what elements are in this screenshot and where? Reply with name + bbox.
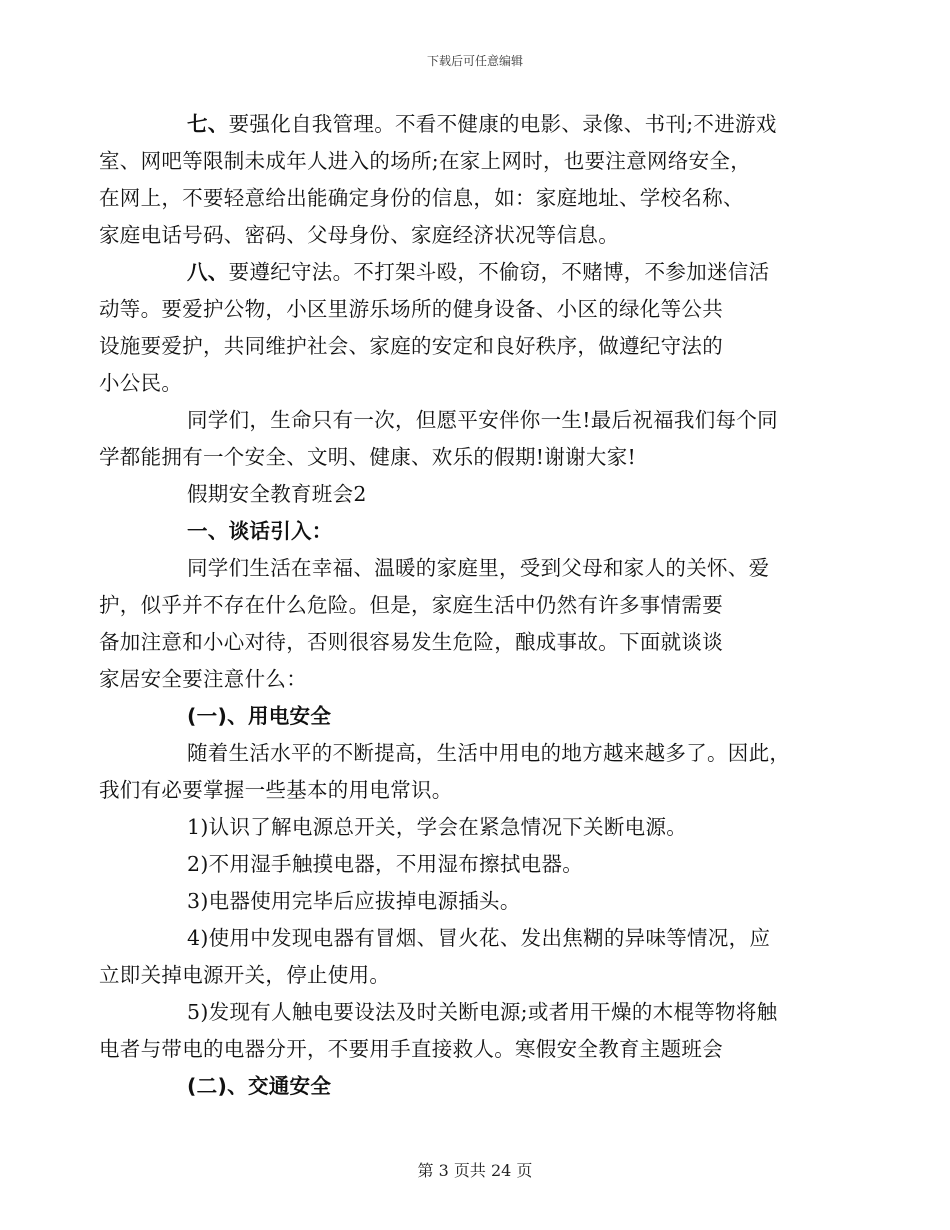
closing-line-2: 学都能拥有一个安全、文明、健康、欢乐的假期!谢谢大家! [99,445,637,469]
page-number: 第 3 页共 24 页 [417,1161,533,1180]
electric-intro-line-1: 随着生活水平的不断提高，生活中用电的地方越来越多了。因此， [187,741,791,765]
intro-line-4: 家居安全要注意什么： [99,667,307,691]
list-item-5-line-2: 电者与带电的电器分开，不要用手直接救人。寒假安全教育主题班会 [99,1037,723,1061]
intro-line-1: 同学们生活在幸福、温暖的家庭里，受到父母和家人的关怀、爱 [187,556,770,580]
list-item [143,809,808,846]
header-note: 下载后可任意编辑 [426,54,523,68]
list-item-5-line-1: 5)发现有人触电要设法及时关断电源;或者用干燥的木棍等物将触 [187,1000,778,1024]
paragraph-seven-line-2: 室、网吧等限制未成年人进入的场所;在家上网时，也要注意网络安全， [99,149,752,173]
electric-intro-line-2: 我们有必要掌握一些基本的用电常识。 [99,778,453,802]
list-item-3-line-1: 3)电器使用完毕后应拔掉电源插头。 [187,889,521,913]
paragraph-seven [99,106,808,254]
list-item [143,846,808,883]
closing-paragraph [99,402,808,476]
intro-line-3: 备加注意和小心对待，否则很容易发生危险，酿成事故。下面就谈谈 [99,630,723,654]
section-title [143,476,808,513]
subheading-electric-safety-text: (一)、用电安全 [187,704,332,728]
section-heading-one [143,513,808,550]
list-item [99,994,808,1068]
paragraph-eight-line-4: 小公民。 [99,371,183,395]
subheading-electric-safety [143,698,808,735]
subheading-traffic-safety [143,1068,808,1105]
list-item-4-line-1: 4)使用中发现电器有冒烟、冒火花、发出焦糊的异味等情况，应 [187,926,771,950]
section-title-text: 假期安全教育班会2 [187,482,367,506]
paragraph-eight [99,254,808,402]
list-item-1-line-1: 1)认识了解电源总开关，学会在紧急情况下关断电源。 [187,815,688,839]
list-item [99,920,808,994]
paragraph-seven-line-4: 家庭电话号码、密码、父母身份、家庭经济状况等信息。 [99,223,619,247]
subheading-traffic-safety-text: (二)、交通安全 [187,1074,332,1098]
electric-intro-paragraph [99,735,808,809]
intro-paragraph [99,550,808,698]
paragraph-eight-line-2: 动等。要爱护公物，小区里游乐场所的健身设备、小区的绿化等公共 [99,297,723,321]
paragraph-eight-line-3: 设施要爱护，共同维护社会、家庭的安定和良好秩序，做遵纪守法的 [99,334,723,358]
paragraph-seven-line-3: 在网上，不要轻意给出能确定身份的信息，如：家庭地址、学校名称、 [99,186,744,210]
paragraph-eight-lead: 八、 [187,260,229,284]
section-heading-one-text: 一、谈话引入： [187,519,333,543]
closing-line-1: 同学们，生命只有一次，但愿平安伴你一生!最后祝福我们每个同 [187,408,778,432]
paragraph-eight-line-1: 要遵纪守法。不打架斗殴，不偷窃，不赌博，不参加迷信活 [228,260,770,284]
document-body [99,106,808,1105]
list-item-2-line-1: 2)不用湿手触摸电器，不用湿布擦拭电器。 [187,852,584,876]
paragraph-seven-line-1: 要强化自我管理。不看不健康的电影、录像、书刊;不进游戏 [228,112,777,136]
intro-line-2: 护，似乎并不存在什么危险。但是，家庭生活中仍然有许多事情需要 [99,593,723,617]
list-item-4-line-2: 立即关掉电源开关，停止使用。 [99,963,391,987]
paragraph-seven-lead: 七、 [187,112,229,136]
list-item [143,883,808,920]
